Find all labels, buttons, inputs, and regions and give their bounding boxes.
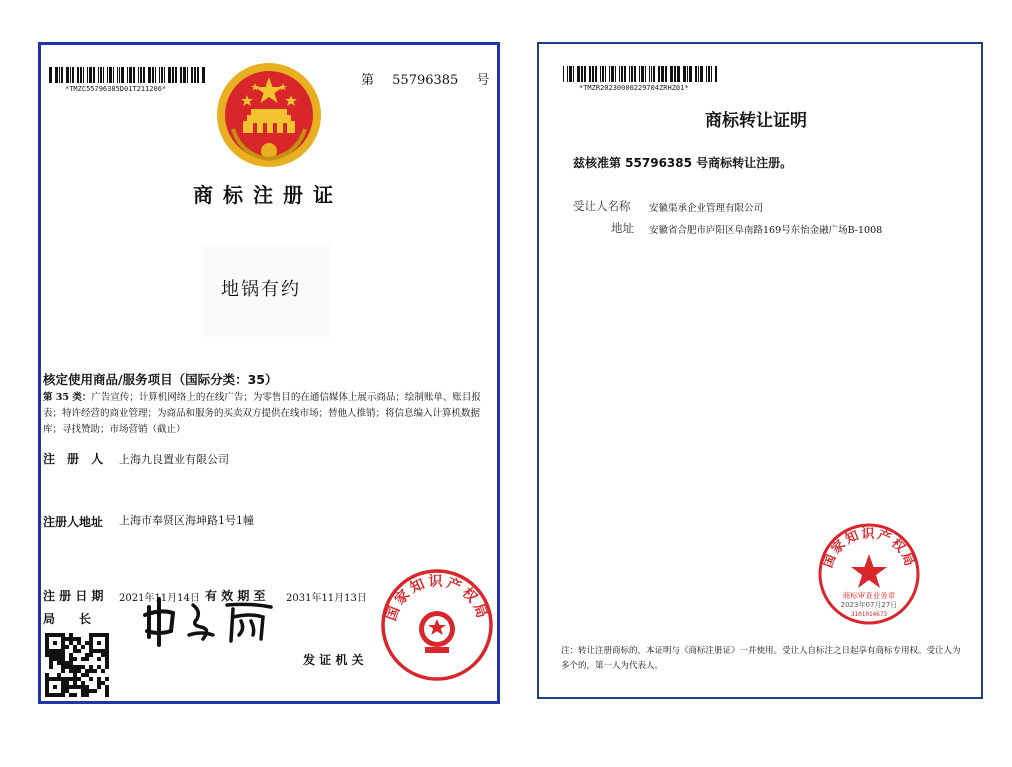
barcode-bar [121, 67, 124, 83]
number-suffix: 号 [476, 73, 490, 88]
number-prefix: 第 [361, 73, 375, 88]
valid-until-date: 2031年11月13日 [286, 593, 367, 604]
barcode-bar [609, 66, 610, 82]
seal-subtext: 商标审查业务章 [842, 591, 896, 600]
barcode-bar [55, 67, 58, 83]
assignee-address: 安徽省合肥市庐阳区阜南路169号东怡金融广场B-1008 [649, 225, 883, 236]
barcode [563, 66, 718, 82]
barcode-bar [695, 66, 697, 82]
barcode-bar [700, 66, 703, 82]
barcode-bar [649, 66, 650, 82]
barcode-bar [119, 67, 120, 83]
barcode-bar [83, 67, 84, 83]
barcode-bar [624, 66, 626, 82]
number-value: 55796385 [392, 73, 459, 88]
barcode-bar [98, 67, 99, 83]
barcode-bar [670, 66, 673, 82]
usage-note: 注：转让注册商标的，本证明与《商标注册证》一并使用。受让人自标注之日起享有商标专用权。受让人为多个的，第一人为代表人。 [561, 646, 961, 671]
barcode-bar [77, 67, 79, 83]
barcode-bar [187, 67, 188, 83]
barcode-bar [61, 67, 63, 83]
barcode-bar [569, 66, 572, 82]
certificate-title: 商标注册证 [193, 183, 343, 207]
barcode-bar [615, 66, 616, 82]
barcode-bar [191, 67, 193, 83]
barcode-bar [611, 66, 614, 82]
barcode-bar [645, 66, 646, 82]
barcode-bar [161, 67, 163, 83]
class-items: 广告宣传；计算机网络上的在线广告；为零售目的在通信媒体上展示商品；绘制账单、账目报表；特许经营的商业管理；为商品和服务的买卖双方提供在线市场；替他人推销；将信息编入计算机数据库；寻找赞助；市场营销（截止） [43, 392, 481, 435]
barcode-bar [49, 67, 52, 83]
registration-date-label: 注 册 日 期 [43, 589, 104, 603]
barcode-bar [89, 67, 92, 83]
registrant-address: 上海市奉贤区海坤路1号1幢 [119, 514, 254, 527]
seal-text: 国家知识产权局 [383, 574, 491, 624]
barcode-bar [584, 66, 586, 82]
barcode-bar [168, 67, 171, 83]
registrant-label: 注 册 人 [43, 452, 104, 466]
barcode-bar [148, 67, 151, 83]
barcode-bar [563, 66, 564, 82]
barcode-bar [698, 66, 699, 82]
barcode-bar [140, 67, 142, 83]
barcode-bar [573, 66, 574, 82]
barcode-bar [706, 66, 707, 82]
barcode-bar [708, 66, 710, 82]
barcode-bar [129, 67, 132, 83]
barcode-bar [175, 67, 177, 83]
class-label: 第 35 类： [43, 392, 92, 403]
barcode-bar [677, 66, 680, 82]
barcode-bar [683, 66, 686, 82]
barcode-bar [600, 66, 601, 82]
goods-services-heading: 核定使用商品/服务项目（国际分类：35） [43, 372, 278, 387]
barcode-bar [711, 66, 712, 82]
barcode-bar [59, 67, 60, 83]
barcode-bar [109, 67, 112, 83]
seal-code: 3101014673 [850, 611, 888, 618]
barcode-bar [634, 66, 636, 82]
barcode-bar [197, 67, 199, 83]
barcode-caption: *TMZC55796385D01T211206* [65, 85, 167, 93]
barcode-caption: *TMZR20230000229704ZRHZ01* [579, 84, 689, 92]
barcode-bar [159, 67, 160, 83]
barcode-bar [103, 67, 104, 83]
barcode-bar [689, 66, 692, 82]
barcode-bar [194, 67, 196, 83]
barcode-bar [661, 66, 664, 82]
director-signature [141, 595, 281, 647]
barcode-bar [180, 67, 182, 83]
director-label: 局 长 [43, 612, 92, 626]
barcode-bar [687, 66, 688, 82]
barcode-bar [641, 66, 644, 82]
issuing-authority-label: 发 证 机 关 [303, 653, 364, 667]
barcode-bar [155, 67, 156, 83]
barcode-bar [567, 66, 568, 82]
barcode-bar [592, 66, 594, 82]
goods-services-list [43, 390, 488, 438]
registration-date: 2021年11月14日 [119, 593, 200, 604]
registrant-name: 上海九良置业有限公司 [119, 453, 229, 466]
barcode-bar [127, 67, 128, 83]
barcode-bar [72, 67, 74, 83]
barcode-bar [93, 67, 95, 83]
barcode-bar [143, 67, 145, 83]
trademark-registration-certificate [38, 42, 500, 704]
barcode-bar [631, 66, 633, 82]
barcode-bar [172, 67, 174, 83]
barcode-bar [665, 66, 667, 82]
barcode-bar [605, 66, 606, 82]
barcode-bar [100, 67, 102, 83]
barcode-bar [589, 66, 591, 82]
barcode-bar [621, 66, 623, 82]
barcode-bar [619, 66, 620, 82]
barcode-bar [133, 67, 135, 83]
barcode-bar [70, 67, 71, 83]
assignee-name: 安徽渠承企业管理有限公司 [649, 203, 764, 214]
barcode-bar [183, 67, 186, 83]
barcode-bar [87, 67, 88, 83]
valid-until-label: 有 效 期 至 [205, 589, 266, 603]
seal-text: 国家知识产权局 [820, 526, 918, 571]
barcode-bar [577, 66, 580, 82]
barcode-bar [152, 67, 154, 83]
trademark-transfer-certificate [537, 42, 983, 699]
transfer-certificate-title: 商标转让证明 [705, 111, 807, 131]
official-seal-icon [817, 522, 921, 626]
barcode-bar [674, 66, 676, 82]
barcode-bar [138, 67, 139, 83]
trademark-name: 地锅有约 [221, 279, 301, 300]
qr-code [45, 633, 109, 697]
barcode-bar [66, 67, 69, 83]
barcode-bar [581, 66, 583, 82]
address-label: 注册人地址 [43, 515, 104, 529]
certificate-number [361, 69, 489, 88]
barcode-bar [639, 66, 640, 82]
official-seal-icon [379, 567, 495, 683]
assignee-label: 受让人名称 [573, 199, 631, 213]
barcode-bar [113, 67, 114, 83]
barcode-bar [602, 66, 604, 82]
barcode-bar [117, 67, 118, 83]
assignee-address-label: 地址 [611, 221, 634, 235]
qr-module [105, 693, 109, 697]
barcode-bar [651, 66, 652, 82]
approval-statement: 兹核准第 55796385 号商标转让注册。 [573, 156, 793, 170]
barcode-bar [107, 67, 108, 83]
barcode-bar [658, 66, 660, 82]
national-emblem-icon [213, 59, 325, 171]
barcode-bar [629, 66, 630, 82]
barcode-bar [653, 66, 655, 82]
barcode [49, 67, 206, 83]
barcode-bar [202, 67, 205, 83]
barcode-bar [80, 67, 82, 83]
barcode-bar [715, 66, 717, 82]
barcode-bar [595, 66, 597, 82]
seal-date: 2023年07月27日 [840, 601, 898, 609]
barcode-bar [164, 67, 165, 83]
